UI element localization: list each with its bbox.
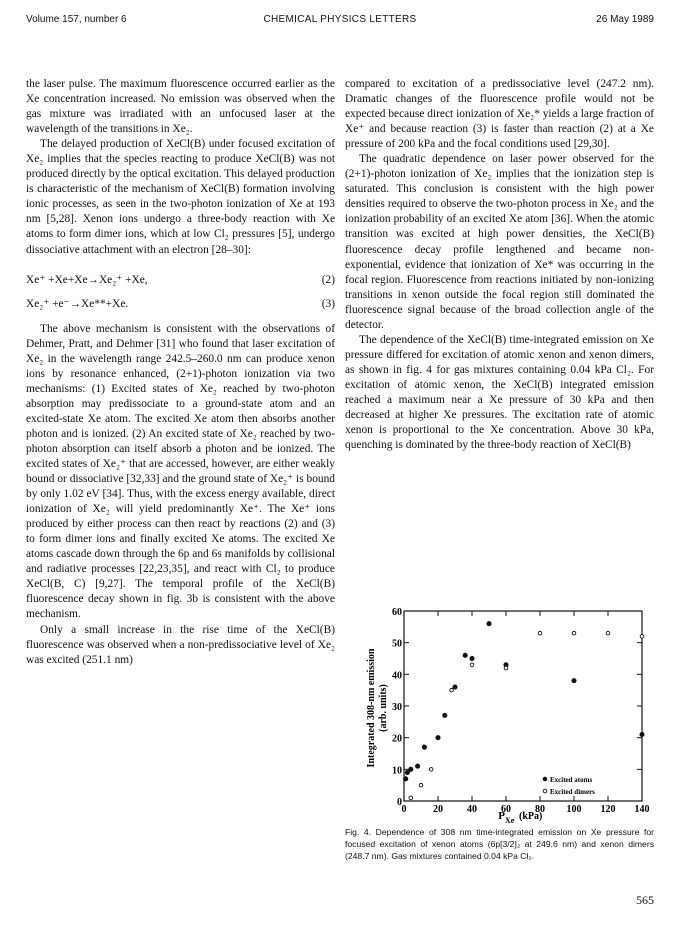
equation-3-text: Xe₂⁺ +e⁻→Xe**+Xe. [26,297,129,310]
x-tick-label: 100 [566,804,582,815]
data-point-excited-atoms [463,653,467,657]
y-tick-label: 20 [392,733,402,745]
x-tick-label: 0 [401,804,407,815]
data-point-excited-atoms [436,736,440,740]
equation-2-text: Xe⁺ +Xe+Xe→Xe₂⁺ +Xe, [26,273,148,286]
data-point-excited-dimers [572,631,576,635]
left-paragraph-1: the laser pulse. The maximum fluorescence occurred earlier as the Xe concentration increased. No emission was observed when the gas mixture was irradiated with an unfocused laser at the wavelength of the transitions in Xe₂. [26,78,335,136]
figure-caption: Fig. 4. Dependence of 308 nm time-integrated emission on Xe pressure for focused excitation of xenon atoms (6p[3/2]₂ at 249.6 nm) and xenon dimers (248.7 nm). Gas mixtures contained 0.04 kPa Cl₂. [345,827,654,861]
data-point-excited-atoms [470,656,474,660]
legend-marker [543,789,547,793]
equation-3-number: (3) [321,297,335,310]
right-paragraph-2: The quadratic dependence on laser power observed for the (2+1)-photon ionization of Xe₂ implies that the ionization step is saturated. This conclusion is consistent with the high power densities required to observe the two-photon process in Xe₂ and the ionization probability of an excited Xe atom [36]. When the atomic transition was excited at high power densities, the XeCl(B) fluorescence decay profile lengthened and became non-exponential, evidence that ionization of Xe* was occurring in the focal region. Fluorescence from reactions initiated by non-ionizing transitions in xenon outside the focal region still dominated the fluorescence signal because of the broad collection angle of the detector. [345,153,654,331]
journal-name: CHEMICAL PHYSICS LETTERS [263,14,417,25]
y-tick-label: 0 [397,797,402,808]
volume-label: Volume 157, number 6 [26,14,127,25]
equation-3 [26,294,335,314]
y-axis-label-line1: Integrated 308-nm emission [366,648,377,768]
x-axis-label-sub: Xe [505,816,515,825]
y-tick-label: 30 [392,702,402,713]
equation-2 [26,270,335,290]
x-tick-label: 40 [467,804,477,815]
data-point-excited-dimers [409,796,413,800]
data-point-excited-atoms [409,767,413,771]
data-point-excited-atoms [405,770,409,774]
data-point-excited-atoms [422,745,426,749]
y-tick-label: 50 [392,638,402,650]
legend-marker [543,777,547,781]
data-point-excited-atoms [416,764,420,768]
x-tick-label: 20 [433,804,443,815]
legend-label: Excited atoms [550,776,593,784]
x-axis-label-main: P [498,810,505,822]
left-paragraph-4: Only a small increase in the rise time of the XeCl(B) fluorescence was observed when a non-predissociative level of Xe₂ was excited (251.1 nm) [26,623,335,666]
x-tick-label: 140 [634,804,650,815]
x-axis-label-unit: (kPa) [519,811,543,822]
x-axis-label [498,810,542,825]
right-paragraph-3: The dependence of the XeCl(B) time-integrated emission on Xe pressure differed for excitation of atomic xenon and xenon dimers, as shown in fig. 4 for gas mixtures containing 0.04 kPa Cl₂. For excitation of atomic xenon, the XeCl(B) integrated emission reached a maximum near a Xe pressure of 30 kPa and then decreased at higher Xe pressures. The excitation rate of atomic xenon is proportional to the Xe concentration. Above 30 kPa, quenching is dominated by the three-body reaction of XeCl(B) [345,333,654,452]
y-tick-label: 10 [392,765,402,777]
data-point-excited-dimers [419,783,423,787]
data-point-excited-dimers [429,768,433,772]
right-paragraph-1: compared to excitation of a predissociative level (247.2 nm). Dramatic changes of the fluorescence profile would not be expected because direct ionization of Xe₂* yields a large fraction of Xe⁺ and because reaction (3) is faster than reaction (2) at a Xe pressure of 200 kPa and the focal conditions used [29,30]. [345,78,654,151]
data-point-excited-dimers [538,631,542,635]
data-point-excited-dimers [470,663,474,667]
plot-frame [404,611,642,801]
y-tick-label: 40 [392,670,402,682]
data-point-excited-atoms [640,732,644,736]
page-number: 565 [636,893,654,907]
equation-2-number: (2) [321,273,335,286]
y-axis-label-line2: (arb. units) [378,684,389,732]
data-point-excited-dimers [504,666,508,670]
issue-date: 26 May 1989 [596,14,654,25]
figure-4 [345,604,654,834]
data-point-excited-atoms [453,685,457,689]
x-tick-label: 120 [600,804,616,815]
data-point-excited-dimers [640,635,644,639]
left-paragraph-2: The delayed production of XeCl(B) under focused excitation of Xe₂ implies that the species reacting to produce XeCl(B) was not produced directly by the optical excitation. This delayed production is characteristic of the mechanism of XeCl(B) formation involving ionic processes, as seen in the two-photon ionization of Xe at 193 nm [5,28]. Xenon ions undergo a three-body reaction with Xe atoms to form dimer ions, which at low Cl₂ pressures [5], undergo dissociative attachment with an electron [28–30]: [26,138,335,256]
data-point-excited-atoms [404,777,408,781]
scatter-chart [345,604,654,826]
data-point-excited-dimers [606,631,610,635]
left-paragraph-3: The above mechanism is consistent with the observations of Dehmer, Pratt, and Dehmer [31] who found that laser excitation of Xe₂ in the wavelength range 242.5–260.0 nm can produce xenon ions by resonance enhanced, (2+1)-photon ionization via two mechanisms: (1) Excited states of Xe₂ reached by two-photon absorption may predissociate to a ground-state atom and an excited-state Xe atom. The excited Xe atom then absorbs another photon and is ionized. (2) An excited state of Xe₂ reached by two-photon absorption can itself absorb a photon and be ionized. The excited states of Xe₂⁺ that are accessed, however, are either weakly bound or dissociative [32,33] and the ground state of Xe₂⁺ is bound by only 1.02 eV [34]. Thus, with the excess energy available, direct ionization of Xe₂ will yield predominantly Xe⁺. The Xe⁺ ions produced by either process can then react by reactions (2) and (3) to form dimer ions and finally excited Xe atoms. The excited Xe atoms cascade down through the 6p and 6s manifolds by collisional and radiative processes [22,23,35], and react with Cl₂ to produce XeCl(B, C) [9,27]. The temporal profile of the XeCl(B) fluorescence decay shown in fig. 3b is consistent with the above mechanism. [26,322,335,621]
right-column [345,77,654,453]
data-point-excited-atoms [487,622,491,626]
x-tick-label: 80 [535,804,545,815]
data-point-excited-dimers [450,688,454,692]
legend-label: Excited dimers [550,788,595,796]
left-column [26,77,335,668]
data-point-excited-atoms [572,679,576,683]
running-header [26,14,654,28]
y-tick-label: 60 [392,607,402,618]
data-point-excited-atoms [443,713,447,717]
x-tick-label: 60 [501,804,511,815]
